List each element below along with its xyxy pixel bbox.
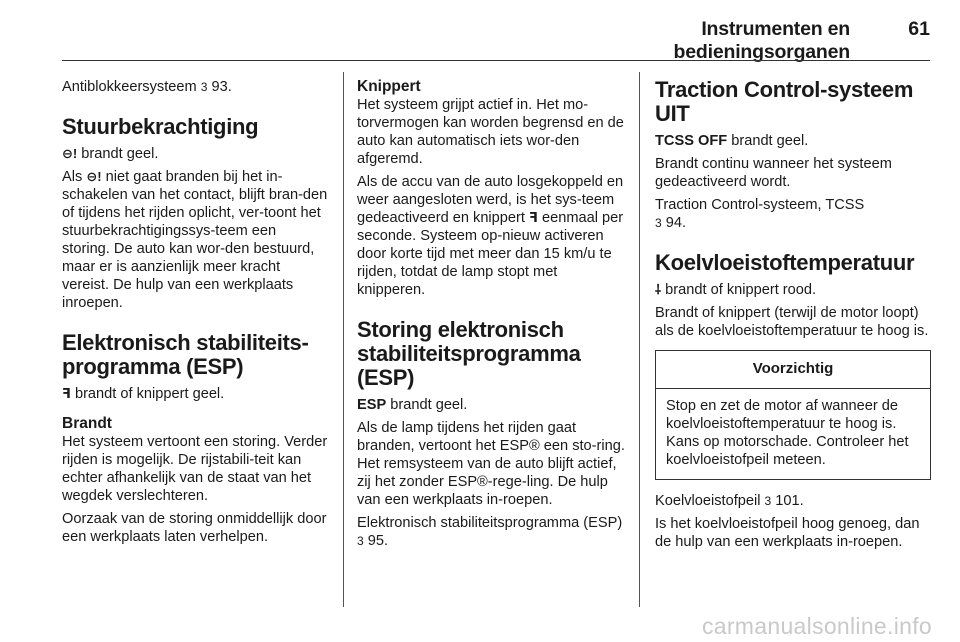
tcs-page-link[interactable]: 94. <box>665 215 687 231</box>
page-number: 61 <box>908 18 930 40</box>
coolant-p2: Koelvloeistofpeil 3 101. <box>655 493 804 509</box>
page-reference-icon: 3 <box>764 494 772 508</box>
caution-text: Stop en zet de motor af wanneer de koelvloeistoftemperatuur te hoog is. Kans op motorschade. Controleer het koelvloeistofpeil meteen. <box>666 398 909 468</box>
knippert-p2: Als de accu van de auto losgekoppeld en weer aangesloten werd, is het sys-teem gedeactiveerd en knippert ꟻ eenmaal per seconde. Systeem op-nieuw activeren door korte tijd met meer dan 15 km/u te rijden, totdat de lamp stopt met knipperen. <box>357 174 624 298</box>
page-header-title: Instrumenten en bedieningsorganen <box>673 18 850 63</box>
column-divider-2 <box>639 72 640 607</box>
column-1 <box>62 78 328 551</box>
caution-box <box>655 350 931 480</box>
caution-heading: Voorzichtig <box>656 351 930 389</box>
column-2 <box>357 78 629 555</box>
tcs-status: TCSS OFF brandt geel. <box>655 133 809 149</box>
tcs-heading: Traction Control-systeem UIT <box>655 77 914 126</box>
coolant-p1: Brandt of knippert (terwijl de motor loopt) als de koelvloeistoftemperatuur te hoog is. <box>655 305 929 339</box>
page-reference-icon: 3 <box>357 534 364 548</box>
steering-heading: Stuurbekrachtiging <box>62 114 259 139</box>
esp-page-link[interactable]: 95. <box>367 533 389 549</box>
esp-heading: Elektronisch stabiliteits- programma (ESP) <box>62 330 309 379</box>
esp-label: ESP <box>357 397 387 413</box>
abs-page-link[interactable]: 93. <box>211 79 232 95</box>
page-reference-icon: 3 <box>655 216 662 230</box>
column-3 <box>655 78 931 556</box>
steering-body: Als ⊖! niet gaat branden bij het in-schakelen van het contact, blijft bran-den of tijdens het rijden oplicht, ver-toont het stuurbekrachtigingssys-teem een storing. De auto kan wor-den bestuurd, maar er is aanzienlijk meer kracht vereist. De hulp van een werkplaats inroepen. <box>62 169 328 311</box>
esp-fault-heading: Storing elektronisch stabiliteitsprogramma (ESP) <box>357 317 581 390</box>
coolant-heading: Koelvloeistoftemperatuur <box>655 250 915 275</box>
esp-fault-p1: Als de lamp tijdens het rijden gaat branden, vertoont het ESP® een sto-ring. Het remsysteem van de auto blijft actief, zij het zonder ESP®-rege-ling. De hulp van een werkplaats in-roepen. <box>357 420 625 508</box>
watermark: carmanualsonline.info <box>701 613 932 639</box>
esp-fault-p2: Elektronisch stabiliteitsprogramma (ESP) 3 95. <box>357 515 623 549</box>
esp-brandt-heading: Brandt <box>62 415 112 432</box>
column-divider-1 <box>343 72 344 607</box>
header-divider <box>62 60 930 61</box>
knippert-heading: Knippert <box>357 78 421 95</box>
power-steering-warning-icon: ⊖! <box>86 169 102 184</box>
page-reference-icon: 3 <box>200 80 208 94</box>
tcss-off-label: TCSS OFF <box>655 133 728 149</box>
esp-brandt-p1: Het systeem vertoont een storing. Verder rijden is mogelijk. De rijstabili-teit kan echter afhankelijk van de staat van het wegdek verslechteren. <box>62 434 328 504</box>
abs-reference: Antiblokkeersysteem 3 93. <box>62 79 232 95</box>
coolant-page-link[interactable]: 101. <box>775 493 804 509</box>
steering-status: ⊖! brandt geel. <box>62 146 159 162</box>
esp-warning-icon: ꟻ <box>529 210 538 225</box>
esp-status: ꟻ brandt of knippert geel. <box>62 386 225 402</box>
esp-brandt-p2: Oorzaak van de storing onmiddellijk door een werkplaats laten verhelpen. <box>62 511 327 545</box>
coolant-status: ⸸ brandt of knippert rood. <box>655 282 817 298</box>
knippert-p1: Het systeem grijpt actief in. Het mo-torvermogen kan worden begrensd en de auto kan automatisch iets wor-den afgeremd. <box>357 97 624 167</box>
tcs-p1: Brandt continu wanneer het systeem gedeactiveerd wordt. <box>655 156 892 190</box>
coolant-p3: Is het koelvloeistofpeil hoog genoeg, dan de hulp van een werkplaats in-roepen. <box>655 516 920 550</box>
tcs-p2: Traction Control-systeem, TCSS 3 94. <box>655 197 865 231</box>
esp-fault-status: ESP brandt geel. <box>357 397 468 413</box>
coolant-temperature-icon: ⸸ <box>655 282 662 297</box>
power-steering-warning-icon: ⊖! <box>62 146 78 161</box>
esp-warning-icon: ꟻ <box>62 386 71 401</box>
